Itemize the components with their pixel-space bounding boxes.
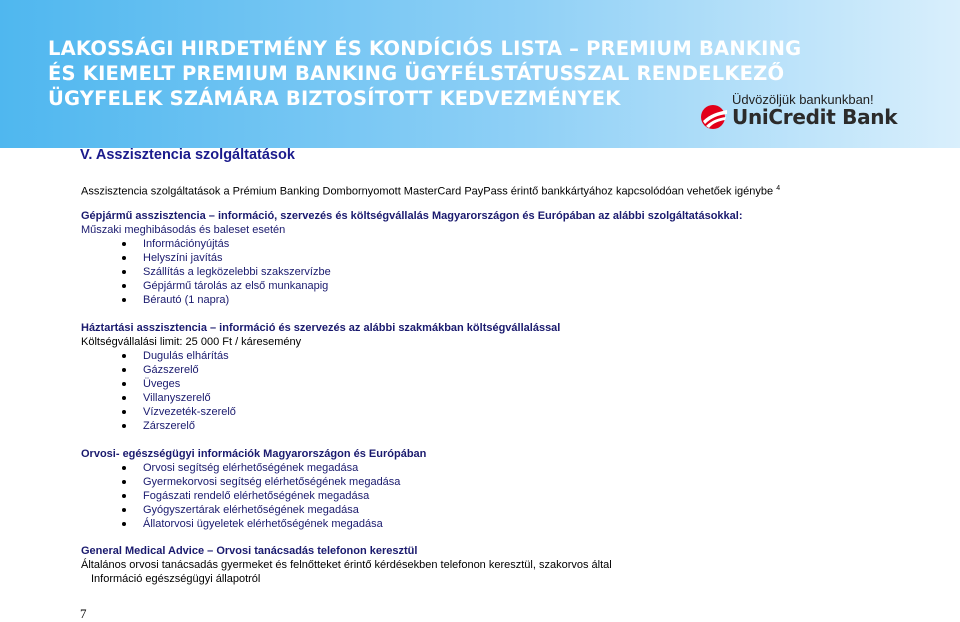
brand-logo — [700, 104, 897, 130]
list-item: Állatorvosi ügyeletek elérhetőségének megadása — [143, 517, 941, 531]
household-assistance-title: Háztartási asszisztencia – információ és szervezés az alábbi szakmákban költségvállalással — [81, 321, 561, 334]
list-item: Üveges — [143, 377, 941, 391]
brand-name: UniCredit Bank — [732, 105, 898, 129]
list-item: Gyógyszertárak elérhetőségének megadása — [143, 503, 941, 517]
household-assistance-limit: Költségvállalási limit: 25 000 Ft / káresemény — [81, 335, 302, 348]
page-number: 7 — [80, 606, 87, 621]
spacer — [81, 531, 941, 544]
content — [81, 182, 941, 586]
section-title: V. Asszisztencia szolgáltatások — [80, 147, 295, 163]
header-title-line-2: ÉS KIEMELT PREMIUM BANKING ÜGYFÉLSTÁTUSSZAL RENDELKEZŐ — [48, 62, 785, 85]
list-item: Gázszerelő — [143, 363, 941, 377]
list-item: Helyszíni javítás — [143, 251, 941, 265]
medical-info-list — [81, 461, 941, 531]
list-item: Gépjármű tárolás az első munkanapig — [143, 279, 941, 293]
vehicle-assistance-subtitle: Műszaki meghibásodás és baleset esetén — [81, 223, 286, 236]
list-item: Villanyszerelő — [143, 391, 941, 405]
list-item: Zárszerelő — [143, 419, 941, 433]
header-title-line-3: ÜGYFELEK SZÁMÁRA BIZTOSÍTOTT KEDVEZMÉNYEK — [48, 87, 621, 110]
list-item: Információnyújtás — [143, 237, 941, 251]
intro-text — [81, 182, 941, 199]
list-item: Bérautó (1 napra) — [143, 293, 941, 307]
list-item: Gyermekorvosi segítség elérhetőségének megadása — [143, 475, 941, 489]
medical-info-title: Orvosi- egészségügyi információk Magyarországon és Európában — [81, 447, 427, 460]
vehicle-assistance-list — [81, 237, 941, 307]
spacer — [81, 433, 941, 447]
intro-text-body: Asszisztencia szolgáltatások a Prémium Banking Dombornyomott MasterCard PayPass érintő bankkártyához kapcsolódóan vehetőek igénybe — [81, 185, 774, 198]
welcome-text: Üdvözöljük bankunkban! — [732, 92, 874, 107]
footnote-marker: 4 — [776, 185, 781, 192]
list-item: Szállítás a legközelebbi szakszervízbe — [143, 265, 941, 279]
header-banner — [0, 0, 960, 148]
list-item: Fogászati rendelő elérhetőségének megadása — [143, 489, 941, 503]
header-title-line-1: LAKOSSÁGI HIRDETMÉNY ÉS KONDÍCIÓS LISTA – PREMIUM BANKING — [48, 37, 802, 60]
household-assistance-list — [81, 349, 941, 433]
spacer — [81, 307, 941, 321]
medical-advice-note: Információ egészségügyi állapotról — [91, 572, 261, 585]
vehicle-assistance-title: Gépjármű asszisztencia – információ, szervezés és költségvállalás Magyarországon és Európában az alábbi szolgáltatásokkal: — [81, 209, 743, 222]
header-title — [48, 36, 801, 111]
list-item: Orvosi segítség elérhetőségének megadása — [143, 461, 941, 475]
unicredit-logo-icon — [700, 104, 728, 130]
list-item: Vízvezeték-szerelő — [143, 405, 941, 419]
medical-advice-description: Általános orvosi tanácsadás gyermeket és felnőtteket érintő kérdésekben telefonon keresztül, szakorvos által — [81, 558, 612, 571]
medical-advice-title: General Medical Advice – Orvosi tanácsadás telefonon keresztül — [81, 544, 418, 557]
list-item: Dugulás elhárítás — [143, 349, 941, 363]
